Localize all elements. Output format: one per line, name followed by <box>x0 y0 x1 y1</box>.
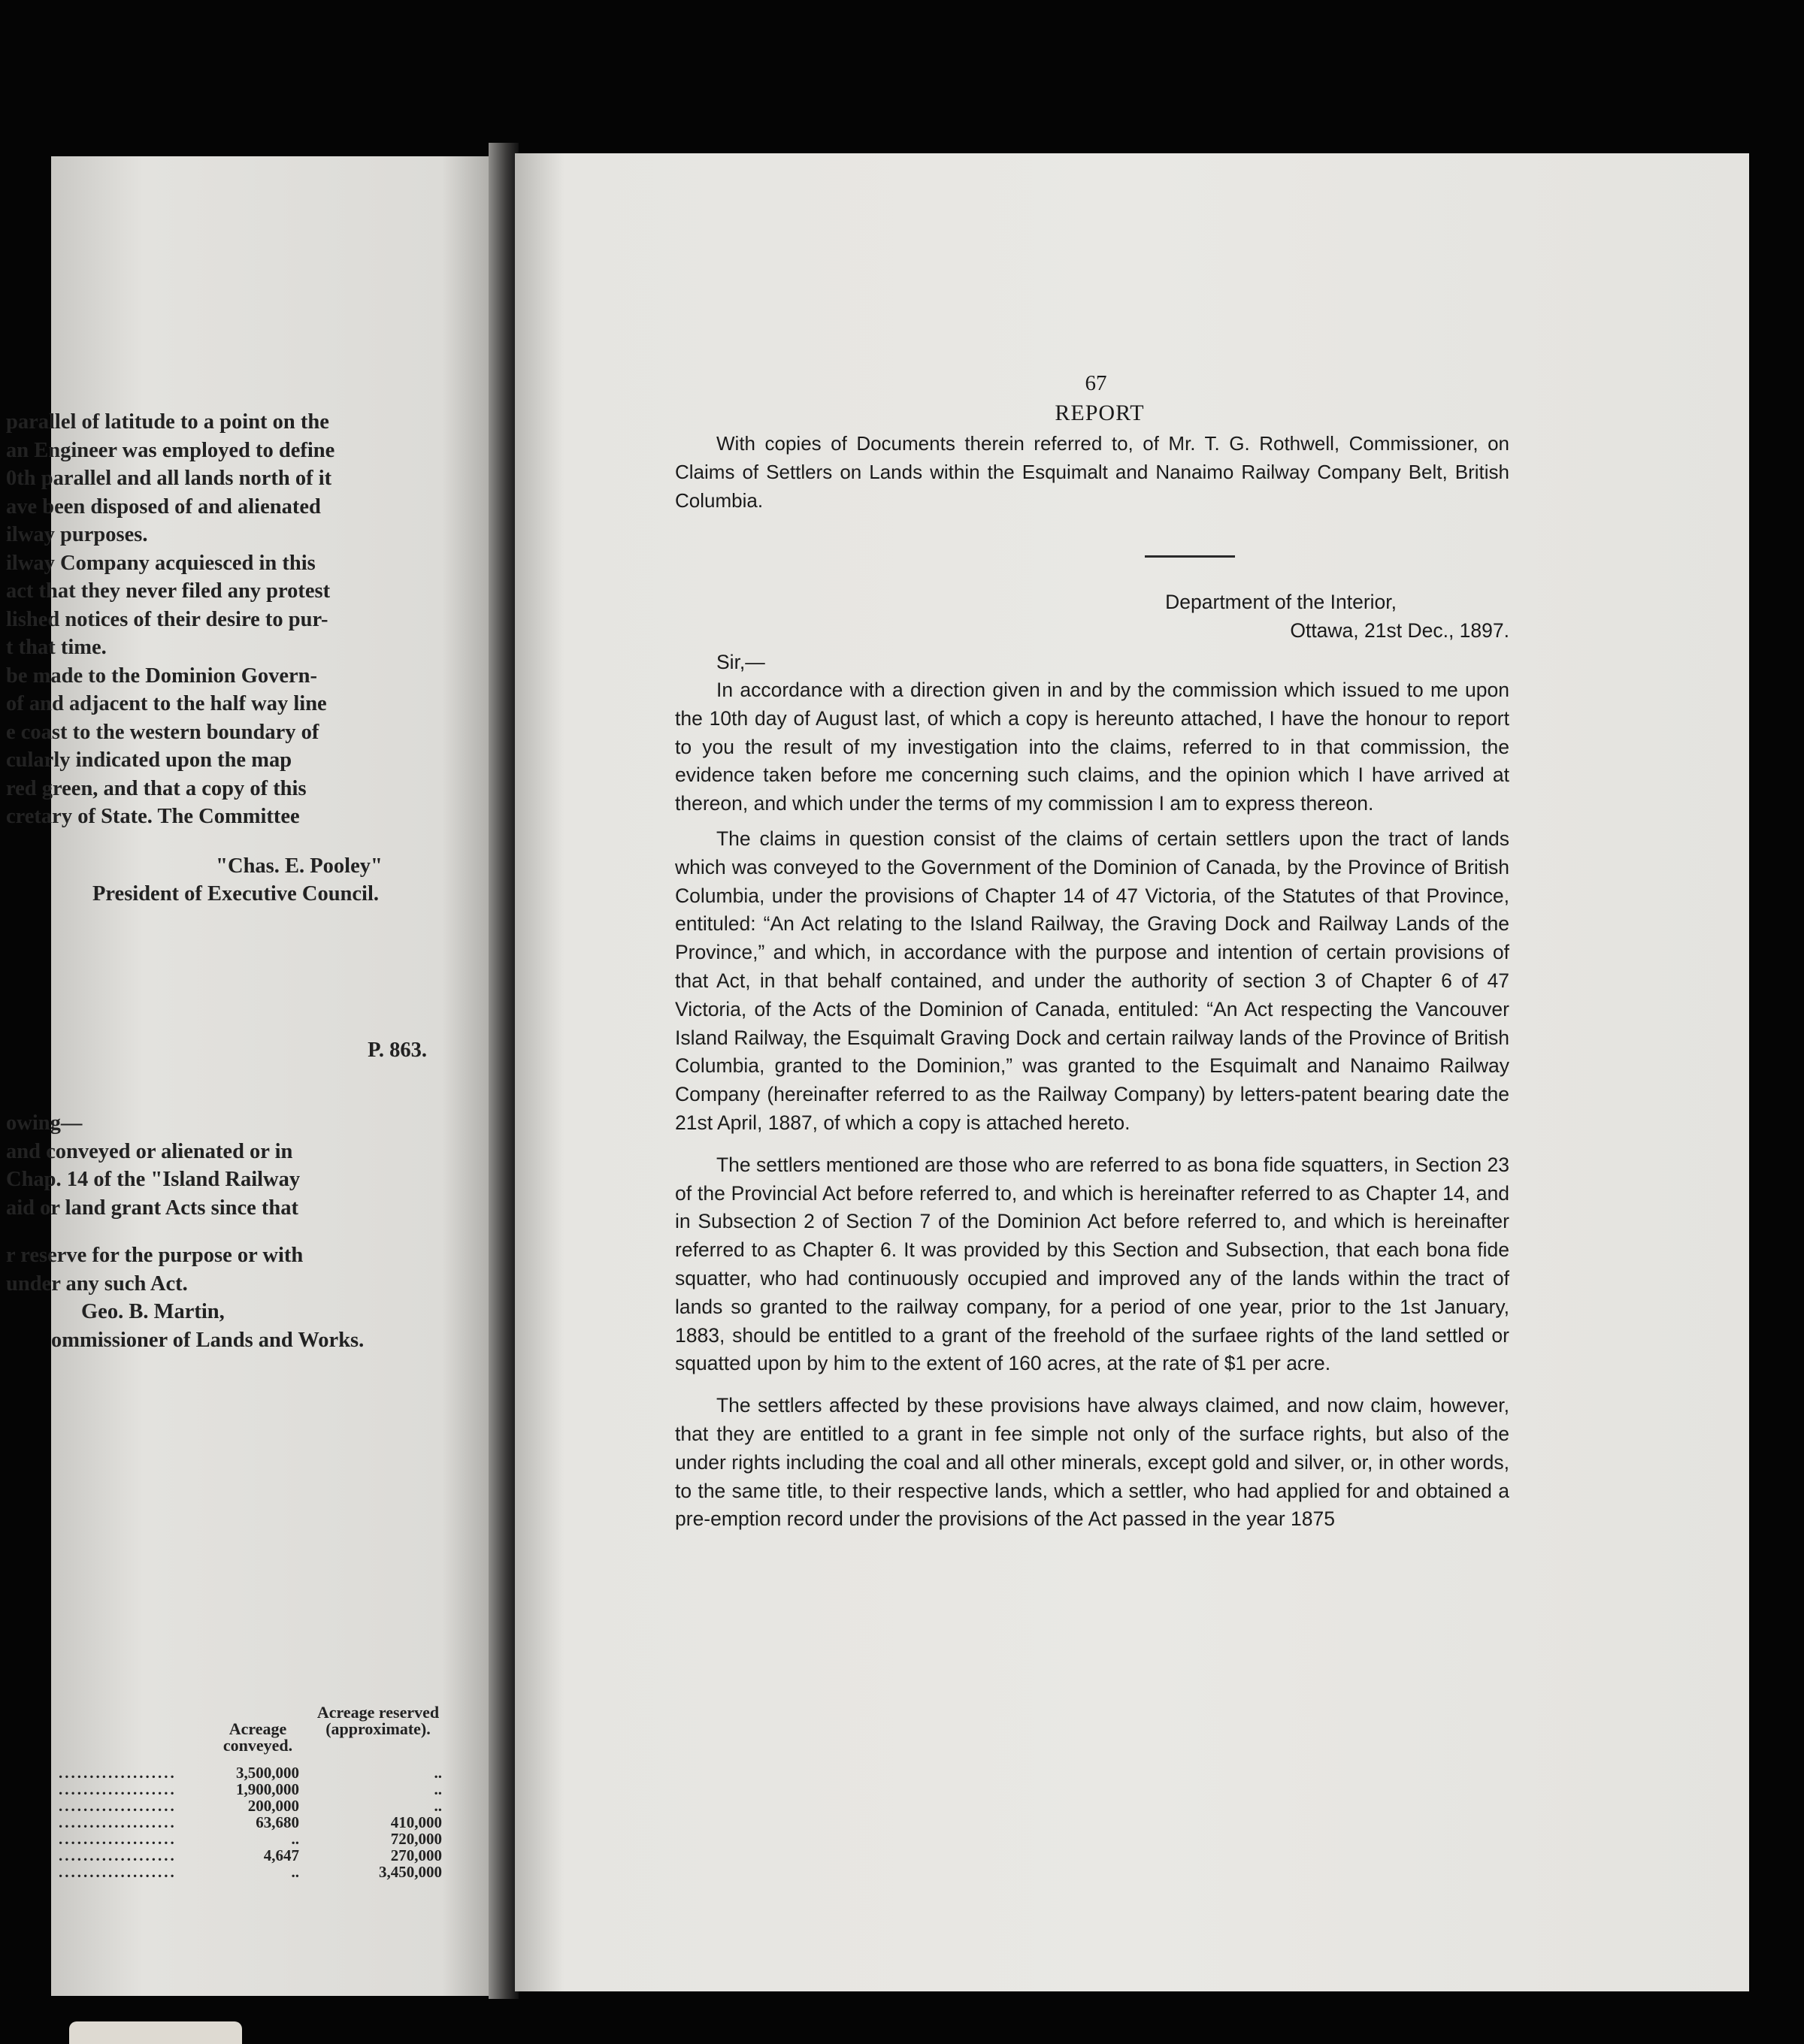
left-line: act that they never filed any protest <box>6 579 331 603</box>
paragraph: The settlers affected by these provisions have always claimed, and now claim, however, that they are entitled to a grant in fee simple not only of the surface rights, but also of the under rights including the coal and all other minerals, except gold and silver, or, in other words, to the same title, to their respective lands, which a settler, who had applied for and obtained a pre-emption record under the provisions of the Act passed in the year 1875 <box>675 1394 1509 1531</box>
cell-reserved: 720,000 <box>390 1830 442 1848</box>
left-line: owing— <box>6 1111 83 1135</box>
page-number: 67 <box>1085 371 1107 395</box>
cell-reserved: 3,450,000 <box>379 1863 442 1881</box>
cell-reserved: .. <box>434 1780 442 1798</box>
cell-conveyed: .. <box>291 1863 299 1881</box>
date-line: Ottawa, 21st Dec., 1897. <box>1290 619 1509 642</box>
cell-reserved: .. <box>434 1797 442 1815</box>
table-row: ................... .. 720,000 <box>59 1830 442 1848</box>
cell-conveyed: 4,647 <box>263 1846 299 1864</box>
table-row: ................... 3,500,000 .. <box>59 1764 442 1782</box>
page-ref: P. 863. <box>368 1038 427 1062</box>
left-page <box>6 156 511 1996</box>
left-line: ilway Company acquiesced in this <box>6 551 316 575</box>
department-line: Department of the Interior, <box>1165 591 1397 613</box>
left-line: lished notices of their desire to pur- <box>6 607 328 631</box>
paragraph: The claims in question consist of the claims of certain settlers upon the tract of lands which was conveyed to the Government of the Dominion of Canada, by the Province of British Columbia, under the provisions of Chapter 14 of 47 Victoria, of the Statutes of that Province, entituled: “An Act relating to the Island Railway, the Graving Dock and Railway Lands of the Province,” and which, in accordance with the purpose and intention of certain provisions of that Act, in that behalf contained, and under the authority of section 3 of Chapter 6 of 47 Victoria, of the Acts of the Dominion of Canada, entituled: “An Act respecting the Vancouver Island Railway, the Esquimalt Graving Dock and certain railway lands of the Province of British Columbia, granted to the Dominion,” was granted to the Esquimalt and Nanaimo Railway Company (hereinafter referred to as the Railway Company) by letters-patent bearing date the 21st April, 1887, of which a copy is attached hereto. <box>675 827 1509 1134</box>
paragraph: The settlers mentioned are those who are referred to as bona fide squatters, in Section 23 of the Provincial Act before referred to, and which is hereinafter referred to as Chapter 14, and in Subsection 2 of Section 7 of the Dominion Act before referred to, and which is hereinafter referred to as Chapter 6. It was provided by this Section and Subsection, that each bona fide squatter, who had continuously occupied and improved any of the lands within the tract of lands so granted to the railway company, for a period of one year, prior to the 1st January, 1883, should be entitled to a grant of the freehold of the surfaee rights of the land settled or squatted upon by him to the extent of 160 acres, at the rate of $1 per acre. <box>675 1153 1509 1375</box>
left-line: of and adjacent to the half way line <box>6 692 327 715</box>
acreage-table <box>51 1704 502 1880</box>
left-line: cretary of State. The Committee <box>6 805 300 828</box>
cell-reserved: .. <box>434 1764 442 1782</box>
signature-name: "Chas. E. Pooley" <box>216 854 383 878</box>
header-conveyed: Acreage conveyed. <box>222 1719 293 1755</box>
cell-conveyed: 200,000 <box>247 1797 299 1815</box>
cell-conveyed: 3,500,000 <box>236 1764 299 1782</box>
right-page <box>515 153 1749 1991</box>
header-reserved: Acreage reserved (approximate). <box>316 1703 440 1738</box>
table-row: ................... 63,680 410,000 <box>59 1813 442 1831</box>
salutation: Sir,— <box>716 651 765 673</box>
left-line: cularly indicated upon the map <box>6 748 292 772</box>
table-row: ................... 4,647 270,000 <box>59 1846 442 1864</box>
page-title: REPORT <box>1055 401 1145 425</box>
signature2-name: Geo. B. Martin, <box>81 1300 225 1323</box>
cell-reserved: 410,000 <box>390 1813 442 1831</box>
table-header <box>51 1704 502 1764</box>
cell-conveyed: 1,900,000 <box>236 1780 299 1798</box>
bottom-tab <box>69 2021 242 2044</box>
book-gutter <box>489 143 519 1999</box>
subtitle-text: With copies of Documents therein referred to, of Mr. T. G. Rothwell, Commissioner, on Claims of Settlers on Lands within the Esquimalt and Nanaimo Railway Company Belt, British Columbia. <box>675 432 1509 512</box>
table-row: ................... .. 3,450,000 <box>59 1863 442 1881</box>
divider <box>1145 555 1235 558</box>
left-line: e coast to the western boundary of <box>6 720 319 744</box>
report-subtitle <box>675 429 1509 515</box>
cell-conveyed: 63,680 <box>256 1813 299 1831</box>
left-line: t that time. <box>6 636 107 659</box>
left-line: r reserve for the purpose or with <box>6 1244 304 1267</box>
table-row: ................... 1,900,000 .. <box>59 1780 442 1798</box>
left-line: an Engineer was employed to define <box>6 438 335 462</box>
left-line: ilway purposes. <box>6 523 148 546</box>
left-line: Chap. 14 of the "Island Railway <box>6 1168 301 1191</box>
left-line: be made to the Dominion Govern- <box>6 664 318 688</box>
signature2-title: ommissioner of Lands and Works. <box>51 1328 365 1352</box>
cell-conveyed: .. <box>291 1830 299 1848</box>
left-line: ave been disposed of and alienated <box>6 494 321 519</box>
left-page-text <box>6 408 502 1354</box>
report-content <box>675 371 1509 1541</box>
paragraph: In accordance with a direction given in and by the commission which issued to me upon the 10th day of August last, of which a copy is hereunto attached, I have the honour to report to you the result of my investigation into the claims, referred to in that commission, the evidence taken before me concerning such claims, and the opinion which I have arrived at thereon, and which under the terms of my commission I am to express thereon. <box>675 679 1509 815</box>
left-line: parallel of latitude to a point on the <box>6 410 329 434</box>
signature-title: President of Executive Council. <box>92 882 380 906</box>
left-line: red green, and that a copy of this <box>6 776 307 800</box>
left-line: and conveyed or alienated or in <box>6 1139 293 1163</box>
cell-reserved: 270,000 <box>390 1846 442 1864</box>
left-line: under any such Act. <box>6 1271 188 1296</box>
left-line: aid or land grant Acts since that <box>6 1196 298 1220</box>
table-row: ................... 200,000 .. <box>59 1797 442 1815</box>
left-line: 0th parallel and all lands north of it <box>6 467 332 490</box>
